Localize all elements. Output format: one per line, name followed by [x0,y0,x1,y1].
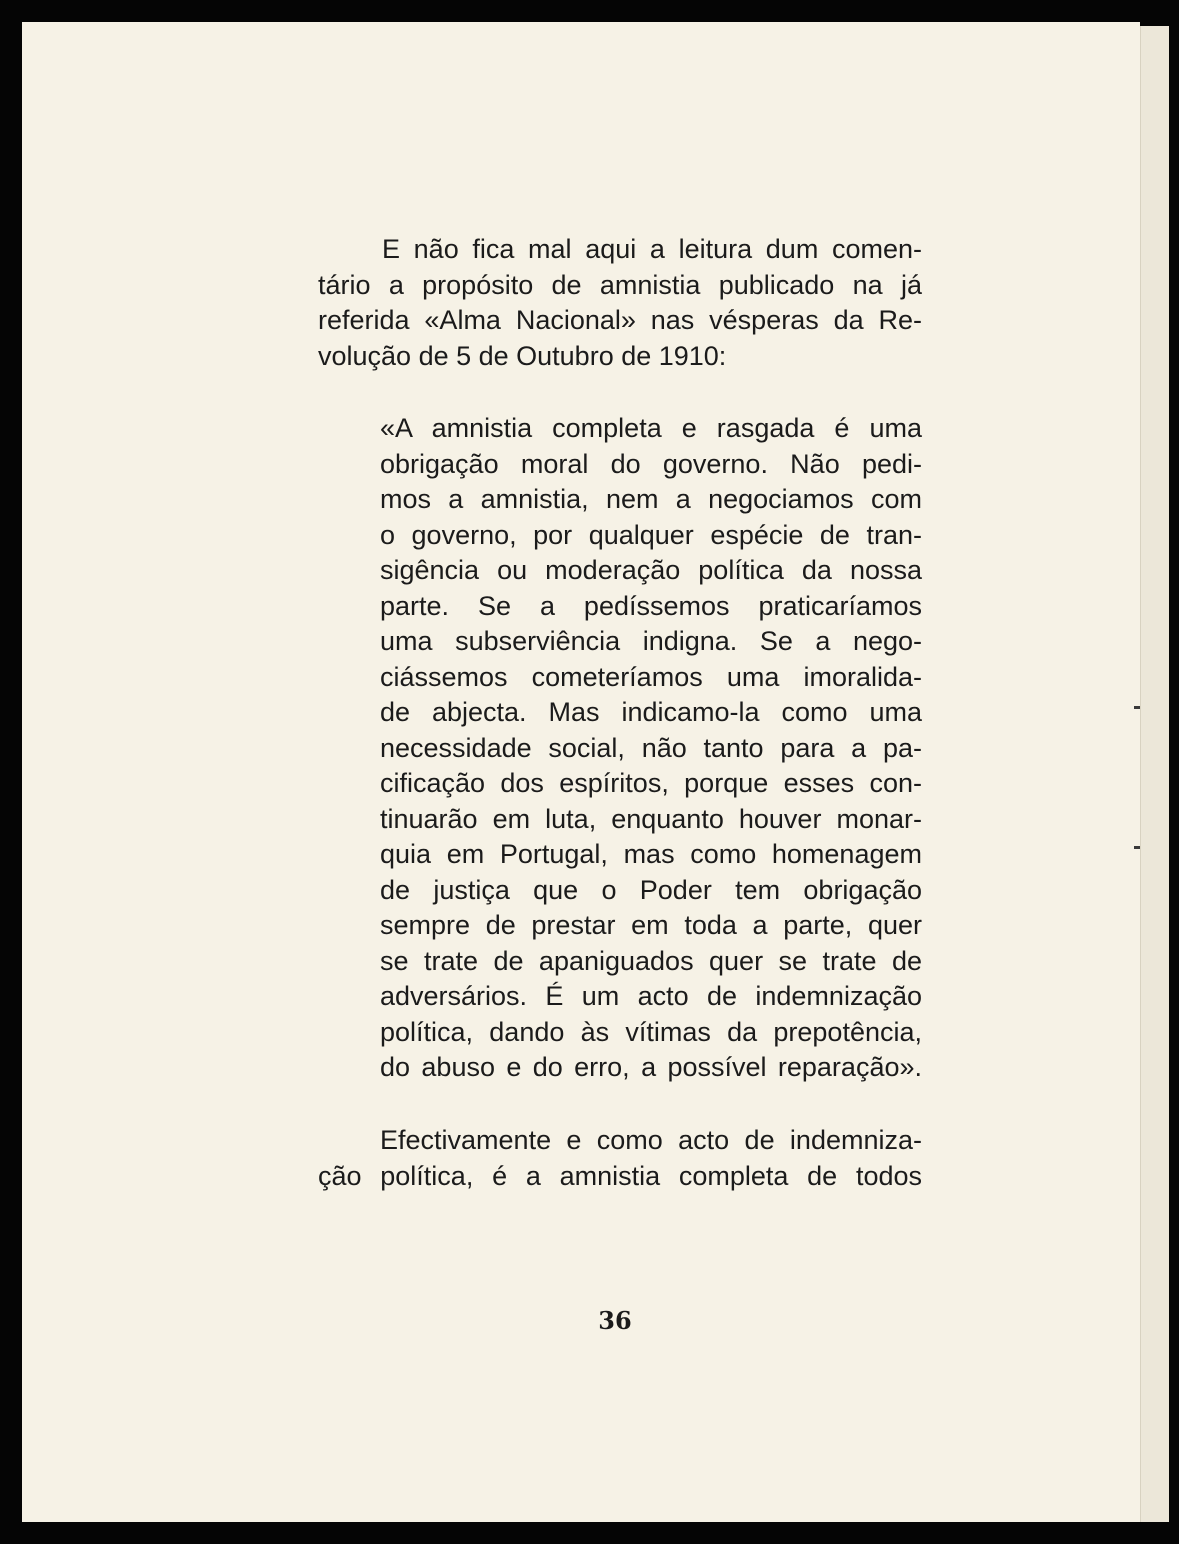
text-line: referida «Alma Nacional» nas vésperas da Re- [318,305,922,335]
quote-line: uma subserviência indigna. Se a nego- [380,626,922,656]
quote-line: sigência ou moderação política da nossa [380,555,922,585]
quote-line: parte. Se a pedíssemos praticaríamos [380,590,922,621]
page-number: 36 [598,1306,632,1335]
quote-line: de justiça que o Poder tem obrigação [380,874,922,905]
text-line: ção política, é a amnistia completa de todos [318,1160,922,1191]
quote-line: se trate de apaniguados quer se trate de [380,945,922,976]
quote-line: cificação dos espíritos, porque esses con- [380,768,922,798]
edge-mark [1134,846,1140,849]
text-line: volução de 5 de Outubro de 1910: [318,340,727,371]
quote-line: adversários. É um acto de indemnização [380,981,922,1011]
quote-line: tinuarão em luta, enquanto houver monar- [380,803,922,834]
text-line: Efectivamente e como acto de indemniza- [380,1125,922,1155]
text-line: E não fica mal aqui a leitura dum comen- [382,234,922,264]
quote-line: política, dando às vítimas da prepotência, [380,1016,922,1047]
quote-line: necessidade social, não tanto para a pa- [380,732,922,763]
text-line: tário a propósito de amnistia publicado na já [318,269,922,300]
quote-line: obrigação moral do governo. Não pedi- [380,448,922,479]
quote-line: o governo, por qualquer espécie de tran- [380,519,922,550]
opening-paragraph [318,232,922,374]
quote-line: sempre de prestar em toda a parte, quer [380,910,922,940]
block-quote [380,411,922,1086]
closing-paragraph [318,1123,922,1194]
quote-line: de abjecta. Mas indicamo-la como uma [380,697,922,727]
quote-line: mos a amnistia, nem a negociamos com [380,484,922,514]
edge-mark [1134,706,1140,709]
quote-line: ciássemos cometeríamos uma imoralida- [380,661,922,692]
quote-line: do abuso e do erro, a possível reparação». [380,1052,922,1082]
next-page-edge [1140,26,1169,1522]
quote-line: «A amnistia completa e rasgada é uma [380,413,922,443]
quote-line: quia em Portugal, mas como homenagem [380,839,922,869]
